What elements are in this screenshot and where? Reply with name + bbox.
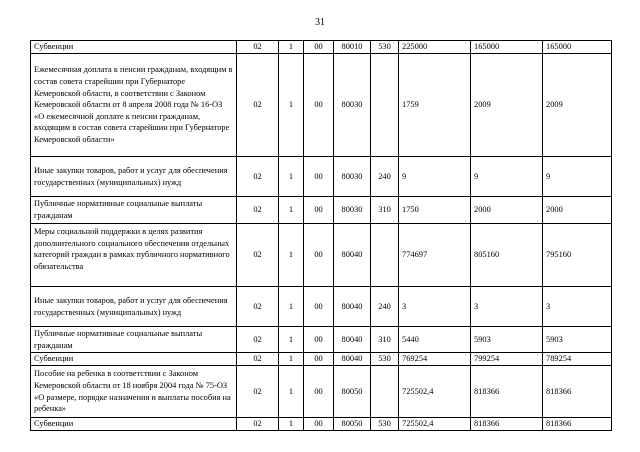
cell-value-1: 225000 [399, 41, 471, 54]
cell-program: 1 [279, 157, 304, 197]
cell-value-1: 5440 [399, 327, 471, 353]
cell-expense-type: 240 [371, 287, 399, 327]
row-name: Ежемесячная доплата к пенсии гражданам, входящим в состав совета старейшин при Губернаторе Кемеровской области, в соответствии с Законом Кемеровской области от 8 апреля 2008 года № 16-ОЗ «О ежемесячной доплате к пенсии гражданам, входящим в состав совета старейшин при Губернаторе Кемеровской области» [31, 54, 237, 157]
cell-section: 02 [237, 327, 279, 353]
row-name: Публичные нормативные социальные выплаты гражданам [31, 327, 237, 353]
cell-direction: 80030 [334, 197, 371, 224]
cell-value-1: 725502,4 [399, 418, 471, 431]
cell-program: 1 [279, 197, 304, 224]
cell-value-2: 9 [471, 157, 543, 197]
cell-value-3: 2000 [543, 197, 612, 224]
cell-value-2: 3 [471, 287, 543, 327]
cell-value-1: 9 [399, 157, 471, 197]
table-row [31, 157, 612, 197]
cell-section: 02 [237, 353, 279, 366]
cell-value-2: 799254 [471, 353, 543, 366]
budget-table [30, 40, 612, 431]
page-number: 31 [315, 17, 325, 28]
table-row [31, 366, 612, 418]
table-row [31, 327, 612, 353]
cell-expense-type: 530 [371, 418, 399, 431]
cell-subprogram: 00 [304, 366, 334, 418]
cell-direction: 80030 [334, 54, 371, 157]
cell-section: 02 [237, 157, 279, 197]
cell-value-3: 165000 [543, 41, 612, 54]
cell-value-2: 2000 [471, 197, 543, 224]
cell-direction: 80050 [334, 418, 371, 431]
cell-expense-type: 240 [371, 157, 399, 197]
table-row [31, 353, 612, 366]
cell-expense-type: 530 [371, 353, 399, 366]
cell-value-3: 5903 [543, 327, 612, 353]
row-name: Пособие на ребенка в соответствии с Законом Кемеровской области от 18 ноября 2004 года № 75-ОЗ «О размере, порядке назначения и выплаты пособия на ребенка» [31, 366, 237, 418]
cell-value-1: 725502,4 [399, 366, 471, 418]
cell-value-2: 165000 [471, 41, 543, 54]
cell-subprogram: 00 [304, 353, 334, 366]
cell-value-1: 769254 [399, 353, 471, 366]
row-name: Публичные нормативные социальные выплаты гражданам [31, 197, 237, 224]
cell-direction: 80040 [334, 224, 371, 287]
cell-value-1: 3 [399, 287, 471, 327]
cell-value-3: 2009 [543, 54, 612, 157]
cell-value-1: 1759 [399, 54, 471, 157]
cell-value-3: 789254 [543, 353, 612, 366]
table-row [31, 41, 612, 54]
table-row [31, 197, 612, 224]
row-name: Иные закупки товаров, работ и услуг для обеспечения государственных (муниципальных) нужд [31, 157, 237, 197]
cell-section: 02 [237, 418, 279, 431]
cell-value-3: 818366 [543, 366, 612, 418]
cell-expense-type: 310 [371, 197, 399, 224]
cell-section: 02 [237, 41, 279, 54]
table-row [31, 287, 612, 327]
cell-expense-type [371, 224, 399, 287]
cell-section: 02 [237, 54, 279, 157]
cell-value-2: 5903 [471, 327, 543, 353]
cell-direction: 80040 [334, 327, 371, 353]
cell-value-3: 9 [543, 157, 612, 197]
cell-program: 1 [279, 327, 304, 353]
row-name: Субвенции [31, 418, 237, 431]
cell-direction: 80030 [334, 157, 371, 197]
cell-value-2: 2009 [471, 54, 543, 157]
table-row [31, 418, 612, 431]
table-row [31, 224, 612, 287]
cell-subprogram: 00 [304, 287, 334, 327]
cell-program: 1 [279, 418, 304, 431]
cell-section: 02 [237, 224, 279, 287]
cell-expense-type [371, 366, 399, 418]
cell-value-1: 1750 [399, 197, 471, 224]
cell-value-1: 774697 [399, 224, 471, 287]
cell-value-3: 3 [543, 287, 612, 327]
cell-value-2: 805160 [471, 224, 543, 287]
cell-subprogram: 00 [304, 327, 334, 353]
cell-direction: 80050 [334, 366, 371, 418]
cell-program: 1 [279, 54, 304, 157]
cell-subprogram: 00 [304, 157, 334, 197]
cell-expense-type: 530 [371, 41, 399, 54]
cell-subprogram: 00 [304, 41, 334, 54]
cell-section: 02 [237, 287, 279, 327]
cell-program: 1 [279, 366, 304, 418]
cell-direction: 80040 [334, 353, 371, 366]
cell-program: 1 [279, 287, 304, 327]
cell-program: 1 [279, 41, 304, 54]
row-name: Субвенции [31, 41, 237, 54]
cell-value-2: 818366 [471, 366, 543, 418]
cell-direction: 80010 [334, 41, 371, 54]
cell-section: 02 [237, 366, 279, 418]
row-name: Иные закупки товаров, работ и услуг для обеспечения государственных (муниципальных) нужд [31, 287, 237, 327]
cell-direction: 80040 [334, 287, 371, 327]
cell-program: 1 [279, 353, 304, 366]
cell-subprogram: 00 [304, 418, 334, 431]
cell-value-3: 818366 [543, 418, 612, 431]
cell-expense-type [371, 54, 399, 157]
cell-value-2: 818366 [471, 418, 543, 431]
row-name: Субвенции [31, 353, 237, 366]
table-row [31, 54, 612, 157]
row-name: Меры социальной поддержки в целях развития дополнительного социального обеспечения отдельных категорий граждан в рамках публичного нормативного обязательства [31, 224, 237, 287]
cell-expense-type: 310 [371, 327, 399, 353]
cell-value-3: 795160 [543, 224, 612, 287]
cell-program: 1 [279, 224, 304, 287]
cell-section: 02 [237, 197, 279, 224]
cell-subprogram: 00 [304, 54, 334, 157]
cell-subprogram: 00 [304, 224, 334, 287]
cell-subprogram: 00 [304, 197, 334, 224]
